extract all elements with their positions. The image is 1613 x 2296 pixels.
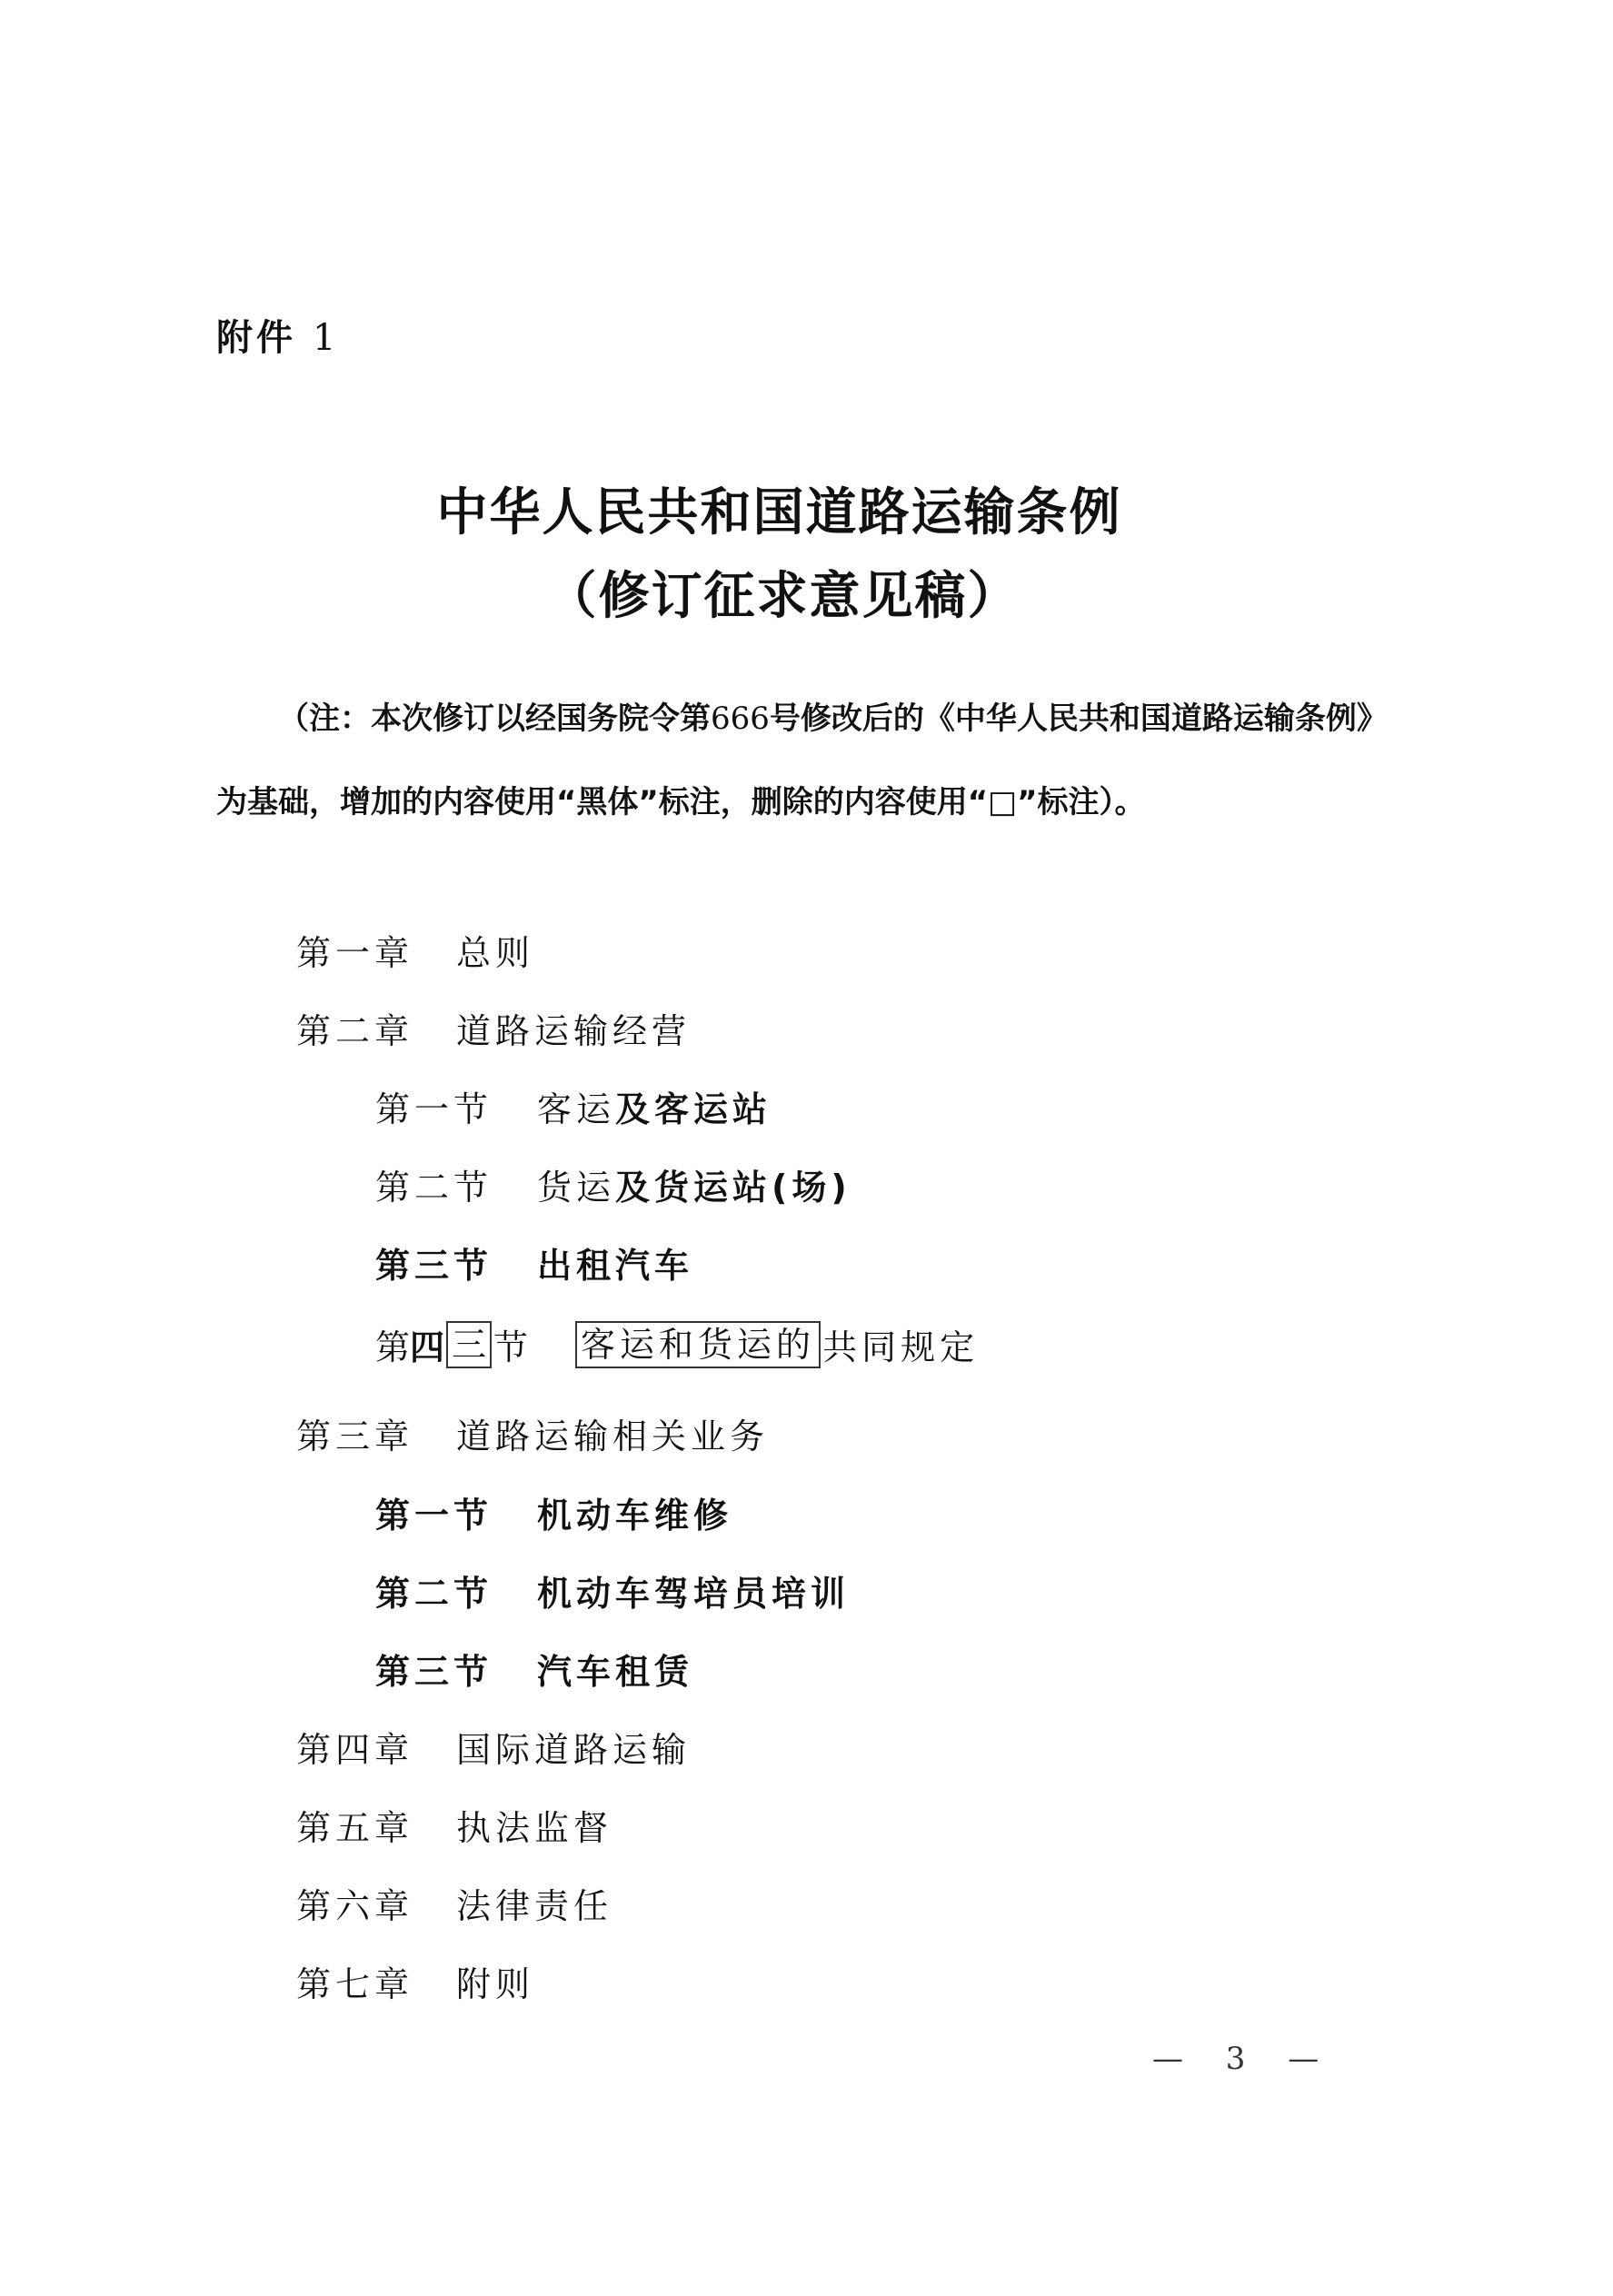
toc-title-deleted: 客运和货运的	[575, 1321, 821, 1368]
toc-title-original: 货运	[537, 1168, 616, 1208]
toc-label: 第一节	[375, 1496, 493, 1536]
toc-label: 第五章	[296, 1808, 414, 1848]
toc-label: 第一章	[296, 933, 414, 973]
toc-chapter-3-section-3	[375, 1644, 693, 1694]
toc-title-added: 及客运站	[615, 1089, 772, 1129]
toc-title: 执法监督	[456, 1808, 613, 1848]
toc-chapter-5	[296, 1800, 612, 1850]
toc-chapter-6	[296, 1878, 612, 1928]
toc-label: 第二节	[375, 1574, 493, 1614]
document-subtitle: （修订征求意见稿）	[545, 567, 1021, 626]
toc-chapter-4	[296, 1722, 691, 1772]
toc-chapter-3	[296, 1408, 769, 1458]
toc-label: 第三节	[375, 1246, 493, 1286]
toc-title-original: 客运	[537, 1089, 616, 1129]
toc-title-original: 共同规定	[822, 1327, 980, 1367]
attachment-number: 1	[312, 317, 340, 359]
page-number: — 3 —	[1152, 2041, 1336, 2077]
toc-title: 汽车租赁	[537, 1652, 694, 1692]
toc-chapter-1	[296, 925, 534, 975]
toc-title-added: 及货运站(场)	[615, 1168, 851, 1208]
toc-label: 第三章	[296, 1416, 414, 1456]
toc-chapter-7	[296, 1956, 534, 2006]
toc-label: 第一节	[375, 1089, 493, 1129]
toc-chapter-2-section-1	[375, 1081, 772, 1131]
toc-chapter-3-section-1	[375, 1487, 732, 1537]
toc-title: 机动车维修	[537, 1496, 733, 1536]
toc-title: 道路运输经营	[456, 1011, 692, 1051]
toc-chapter-2	[296, 1003, 691, 1053]
toc-chapter-2-section-3	[375, 1237, 693, 1287]
toc-label: 第四章	[296, 1730, 414, 1770]
toc-label: 第六章	[296, 1886, 414, 1926]
toc-title: 道路运输相关业务	[456, 1416, 770, 1456]
toc-label: 第七章	[296, 1964, 414, 2004]
toc-label-deleted: 三	[446, 1321, 492, 1368]
toc-title: 法律责任	[456, 1886, 613, 1926]
toc-title: 机动车驾培员培训	[537, 1574, 851, 1614]
toc-label: 第三节	[375, 1652, 493, 1692]
toc-label-added: 四	[410, 1327, 445, 1367]
toc-label: 第二章	[296, 1011, 414, 1051]
toc-label-suffix: 节	[493, 1327, 529, 1367]
note-part2: 号修改后的《中华人民共和国道路运输条例》为基础，增加的内容使用“黑体”标注，删除的内容使用“□”标注）。	[216, 701, 1388, 820]
toc-title: 出租汽车	[537, 1246, 694, 1286]
toc-label: 第二节	[375, 1168, 493, 1208]
toc-chapter-2-section-4	[375, 1319, 979, 1369]
note-number: 666	[711, 701, 770, 737]
toc-chapter-3-section-2	[375, 1565, 850, 1615]
toc-chapter-2-section-2	[375, 1159, 851, 1209]
document-title: 中华人民共和国道路运输条例	[436, 483, 1122, 542]
toc-title: 国际道路运输	[456, 1730, 692, 1770]
attachment-text: 附件	[216, 317, 296, 359]
toc-title: 总则	[456, 933, 535, 973]
toc-label-prefix: 第	[375, 1327, 411, 1367]
note-part1: （注：本次修订以经国务院令第	[278, 701, 711, 737]
toc-title: 附则	[456, 1964, 535, 2004]
